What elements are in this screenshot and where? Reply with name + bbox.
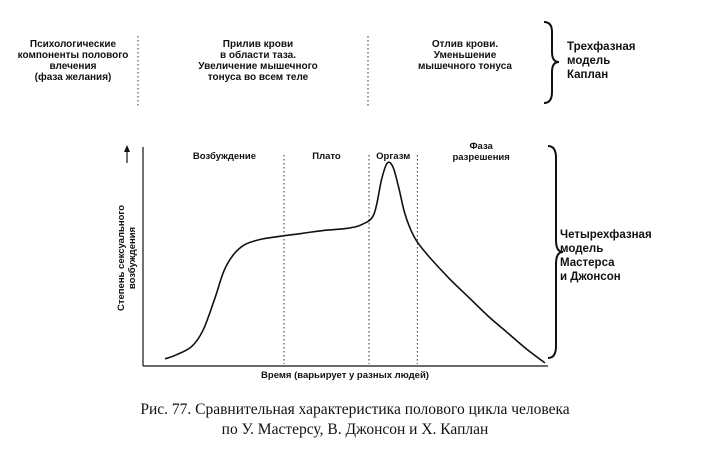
kaplan-model-label: Трехфазная модель Каплан <box>567 41 636 81</box>
masters-johnson-brace <box>548 146 563 358</box>
kaplan-phase-resolution: Отлив крови. Уменьшение мышечного тонуса <box>418 39 512 72</box>
kaplan-phase-excitement: Прилив крови в области таза. Увеличение мышечного тонуса во всем теле <box>198 39 318 83</box>
phase-label-1: Возбуждение <box>192 151 257 162</box>
phase-label-3: Оргазм <box>376 151 411 162</box>
phase-label-2: Плато <box>312 151 341 162</box>
phase-label-4: Фаза разрешения <box>452 141 510 163</box>
kaplan-brace <box>544 22 559 103</box>
kaplan-phase-desire: Психологические компоненты полового влечения (фаза желания) <box>17 39 129 83</box>
y-axis-label: Степень сексуальноговозбуждения <box>116 204 138 312</box>
figure-caption: Рис. 77. Сравнительная характеристика полового цикла человека по У. Мастерсу, В. Джонсон и Х. Каплан <box>140 401 570 438</box>
masters-johnson-model-label: Четырехфазная модель Мастерса и Джонсон <box>560 229 652 283</box>
arousal-curve <box>165 162 545 363</box>
y-arrow-head <box>124 145 130 152</box>
x-axis-label: Время (варьирует у разных людей) <box>261 370 429 381</box>
